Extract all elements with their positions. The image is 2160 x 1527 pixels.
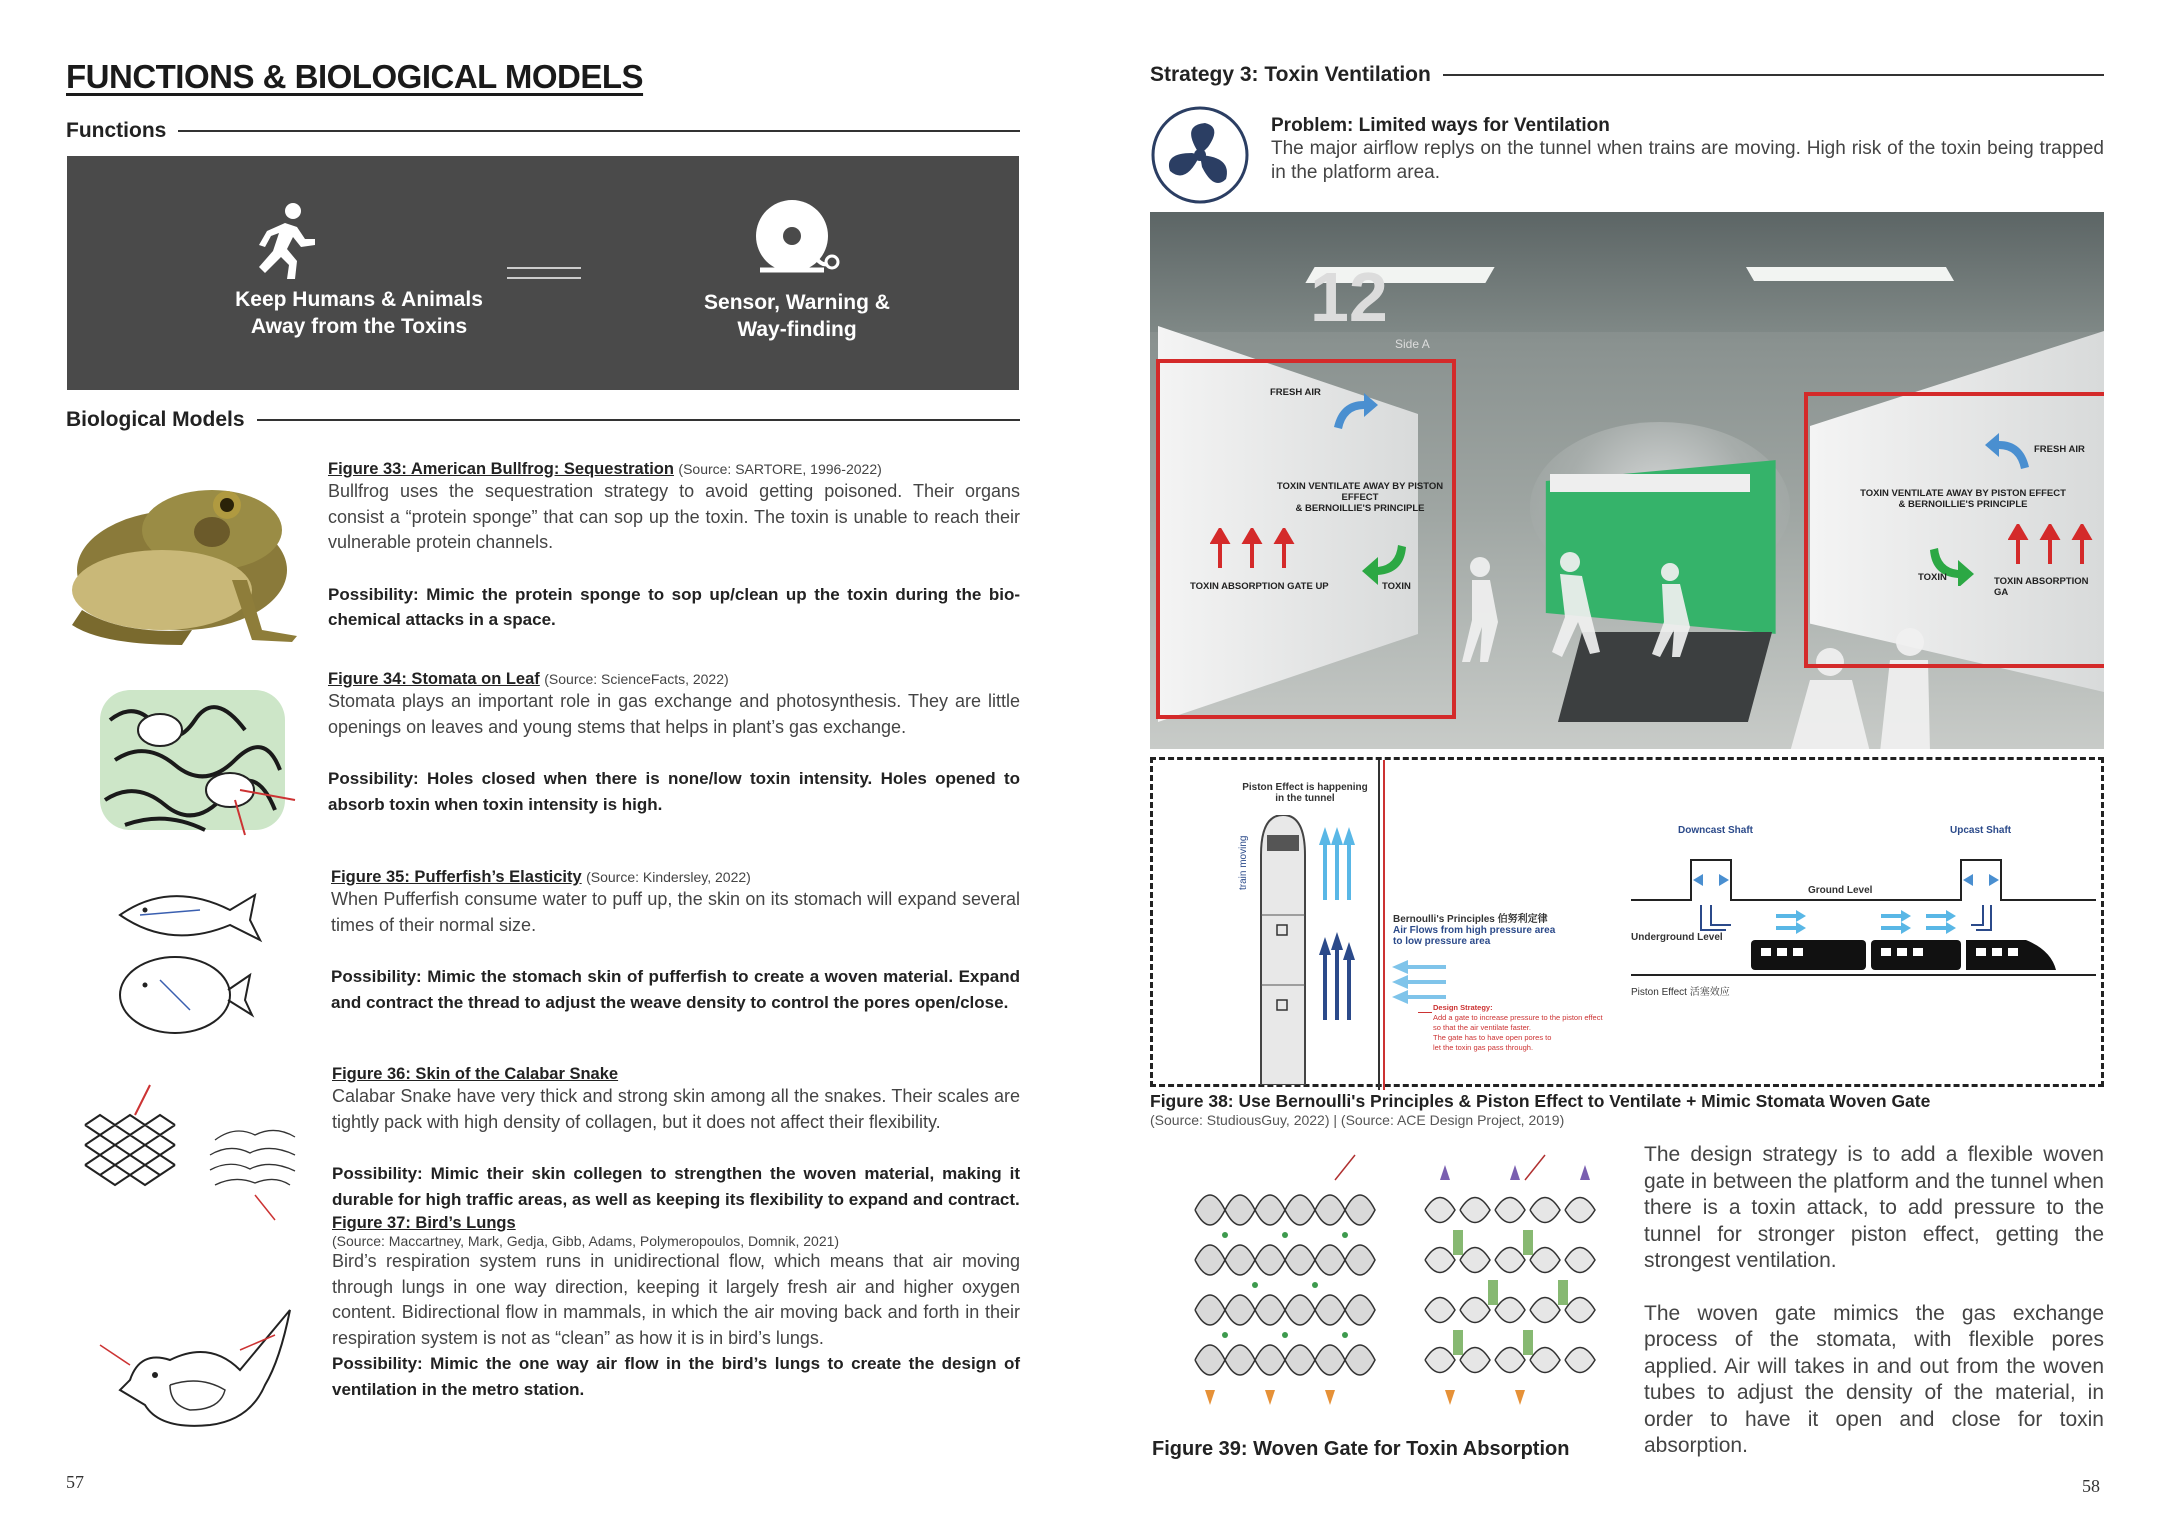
fig38-caption: Figure 38: Use Bernoulli's Principles & Piston Effect to Ventilate + Mimic Stomata Woven Gate	[1150, 1091, 1931, 1111]
label-design-2: so that the air ventilate faster.	[1433, 1023, 1531, 1032]
fig34-body: Stomata plays an important role in gas exchange and photosynthesis. They are little openings on leaves and young stems that helps in plant’s gas exchange.	[328, 691, 1020, 737]
function-1-line1: Keep Humans & Animals	[235, 288, 483, 311]
bio-models-heading	[66, 408, 1020, 432]
function-1-label	[179, 286, 539, 340]
red-up-arrows-icon-right	[2008, 524, 2098, 564]
label-bernoulli-left: & BERNOILLIE'S PRINCIPLE	[1295, 503, 1425, 514]
label-fresh-air-left: FRESH AIR	[1270, 387, 1321, 398]
fig39-caption: Figure 39: Woven Gate for Toxin Absorption	[1152, 1438, 1570, 1460]
ventilation-diagram	[1150, 757, 2104, 1087]
equals-divider	[507, 267, 581, 279]
bird-lungs-sketch	[90, 1290, 330, 1460]
label-design-4: let the toxin gas pass through.	[1433, 1043, 1534, 1052]
fig37-possibility: Possibility: Mimic the one way air flow in the bird’s lungs to create the design of ventilation in the metro station.	[332, 1354, 1020, 1399]
label-ventilate-right: TOXIN VENTILATE AWAY BY PISTON EFFECT	[1860, 488, 2066, 499]
alarm-bell-icon	[752, 196, 842, 286]
page-number-right: 58	[2082, 1476, 2100, 1496]
label-ground: Ground Level	[1808, 885, 1873, 896]
label-bernoulli-right: & BERNOILLIE'S PRINCIPLE	[1898, 499, 2028, 510]
station-render-image	[1150, 212, 2104, 749]
strategy-heading	[1150, 63, 2104, 87]
label-in-tunnel: in the tunnel	[1275, 793, 1335, 804]
right-gate-box	[1804, 392, 2104, 668]
fig35-title: Figure 35: Pufferfish’s Elasticity	[331, 868, 582, 886]
blue-arrow-icon	[1330, 391, 1380, 431]
label-toxin-left: TOXIN	[1382, 581, 1411, 592]
label-downcast: Downcast Shaft	[1678, 825, 1754, 836]
fig33-body: Bullfrog uses the sequestration strategy to avoid getting poisoned. Their organs consist a “protein sponge” that can sop up the toxin. The toxin is unable to reach their vulnerable protein channels.	[328, 481, 1020, 552]
fig37-source: (Source: Maccartney, Mark, Gedja, Gibb, Adams, Polymeropoulos, Domnik, 2021)	[332, 1233, 840, 1249]
label-piston-effect: Piston Effect 活塞效应	[1631, 987, 1730, 998]
design-paragraph-2: The woven gate mimics the gas exchange process of the stomata, with flexible pores applied. Air will takes in and out from the woven tubes to adjust the density of the material, in order to have it open and close for toxin absorption.	[1644, 1301, 2104, 1457]
fig34-possibility: Possibility: Holes closed when there is none/low toxin intensity. Holes opened to absorb toxin when toxin intensity is high.	[328, 769, 1020, 814]
label-bernoulli-title: Bernoulli's Principles 伯努利定律	[1393, 914, 1548, 925]
fig35-body: When Pufferfish consume water to puff up, the skin on its stomach will expand several times of their normal size.	[331, 889, 1020, 935]
problem-title: Problem: Limited ways for Ventilation	[1271, 115, 1610, 136]
blue-arrow-icon-right	[1983, 431, 2033, 471]
label-design-strategy: Design Strategy:	[1433, 1003, 1493, 1012]
page-title: FUNCTIONS & BIOLOGICAL MODELS	[66, 58, 644, 95]
stomata-sketch	[95, 670, 315, 845]
label-ventilate-left: TOXIN VENTILATE AWAY BY PISTON EFFECT	[1276, 481, 1444, 503]
woven-gate-sketch	[1185, 1150, 1615, 1410]
platform-side: Side A	[1395, 337, 1430, 351]
fig37-body: Bird’s respiration system runs in unidirectional flow, which means that air moving through lungs in one way direction, keeping it largely fresh air and higher oxygen content. Bidirectional flow in mammals, in which the air moving back and forth in their respiration system is not as “clean” as how it is in bird’s lungs.	[332, 1251, 1020, 1348]
fig33-title: Figure 33: American Bullfrog: Sequestration	[328, 460, 674, 478]
snake-skin-sketch	[75, 1075, 315, 1235]
label-bernoulli-1: Air Flows from high pressure area	[1393, 925, 1556, 936]
label-upcast: Upcast Shaft	[1950, 825, 2012, 836]
fig36-body: Calabar Snake have very thick and strong skin among all the snakes. Their scales are tightly pack with high density of collagen, but it does not affect their flexibility.	[332, 1086, 1020, 1132]
left-gate-box	[1156, 359, 1456, 719]
design-paragraph-1: The design strategy is to add a flexible woven gate in between the platform and the tunnel when there is a toxin attack, to add pressure to the tunnel for stronger piston effect, getting the strongest ventilation.	[1644, 1143, 2104, 1272]
label-design-1: Add a gate to increase pressure to the piston effect	[1433, 1013, 1603, 1022]
platform-number: 12	[1310, 258, 1388, 336]
fig36-title: Figure 36: Skin of the Calabar Snake	[332, 1065, 619, 1083]
label-fresh-air-right: FRESH AIR	[2034, 444, 2085, 455]
fig35-possibility: Possibility: Mimic the stomach skin of pufferfish to create a woven material. Expand and contract the thread to adjust the weave density to control the pores open/close.	[331, 967, 1020, 1012]
label-piston-happening: Piston Effect is happening	[1242, 782, 1368, 793]
label-gate-right: TOXIN ABSORPTION GA	[1994, 576, 2089, 598]
functions-heading	[66, 119, 1020, 143]
red-up-arrows-icon	[1210, 528, 1300, 568]
bio-models-heading-text: Biological Models	[66, 408, 245, 431]
label-gate-up: TOXIN ABSORPTION GATE UP	[1190, 581, 1329, 592]
function-1-line2: Away from the Toxins	[250, 315, 468, 338]
train-top-view	[1253, 815, 1383, 1085]
functions-panel	[67, 156, 1019, 390]
bullfrog-image	[62, 460, 312, 650]
fig38-source: (Source: StudiousGuy, 2022) | (Source: ACE Design Project, 2019)	[1150, 1112, 1565, 1128]
label-train-moving: train moving	[1238, 835, 1249, 890]
fig34-source: (Source: ScienceFacts, 2022)	[544, 671, 729, 687]
fig33-possibility: Possibility: Mimic the protein sponge to sop up/clean up the toxin during the bio-chemical attacks in a space.	[328, 584, 1020, 629]
functions-heading-text: Functions	[66, 119, 167, 142]
fan-icon	[1150, 105, 1250, 205]
running-person-icon	[245, 201, 325, 281]
function-2-line1: Sensor, Warning &	[704, 291, 890, 314]
strategy-heading-text: Strategy 3: Toxin Ventilation	[1150, 63, 1431, 86]
function-2-line2: Way-finding	[737, 318, 857, 341]
piston-section-diagram	[1631, 840, 2096, 990]
fig37-title: Figure 37: Bird’s Lungs	[332, 1214, 516, 1232]
fig34-title: Figure 34: Stomata on Leaf	[328, 670, 540, 688]
label-bernoulli-2: to low pressure area	[1393, 936, 1491, 947]
fig36-possibility: Possibility: Mimic their skin collegen to strengthen the woven material, making it durable for high traffic areas, as well as keeping its flexibility to expand and contract.	[332, 1164, 1020, 1209]
page-number-left: 57	[66, 1472, 84, 1492]
label-underground: Underground Level	[1631, 932, 1723, 943]
label-design-3: The gate has to have open pores to	[1433, 1033, 1552, 1042]
problem-body: The major airflow replys on the tunnel when trains are moving. High risk of the toxin being trapped in the platform area.	[1271, 138, 2104, 183]
label-toxin-right: TOXIN	[1918, 572, 1947, 583]
function-2-label	[617, 289, 977, 343]
fig33-source: (Source: SARTORE, 1996-2022)	[678, 461, 882, 477]
fig35-source: (Source: Kindersley, 2022)	[586, 869, 751, 885]
pufferfish-sketch	[110, 870, 270, 1040]
